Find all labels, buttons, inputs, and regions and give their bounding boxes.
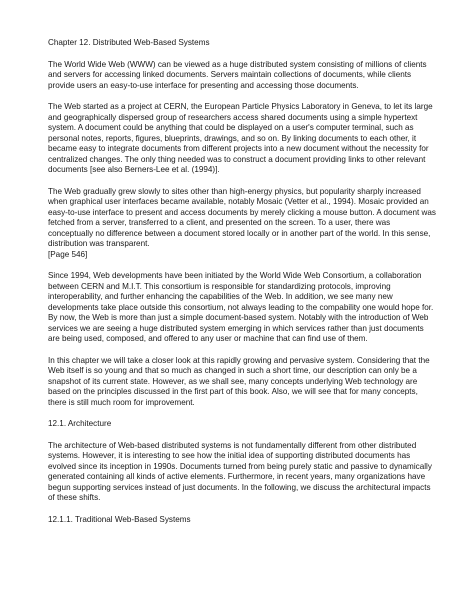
paragraph-architecture: The architecture of Web-based distributed systems is not fundamentally different from other distributed systems. However, it is interesting to see how the initial idea of supporting distributed documents has evolved since its inception in 1990s. Documents turned from being purely static and passive to dynamically generated containing all kinds of active elements. Furthermore, in recent years, many organizations have begun supporting services instead of just documents. In the following, we discuss the architectural impacts of these shifts. bbox=[48, 440, 432, 502]
chapter-title: Chapter 12. Distributed Web-Based Systems bbox=[48, 38, 210, 47]
paragraph-mosaic bbox=[48, 187, 436, 261]
paragraph-cern: The Web started as a project at CERN, the European Particle Physics Laboratory in Geneva, to let its large and geographically dispersed group of researchers access shared documents using a simple hypertext system. A document could be anything that could be displayed on a user's computer terminal, such as personal notes, reports, figures, blueprints, drawings, and so on. By linking documents to each other, it became easy to integrate documents from different projects into a new document without the necessity for centralized changes. The only thing needed was to construct a document providing links to other relevant documents [see also Berners-Lee et al. (1994)]. bbox=[48, 102, 433, 174]
subsection-title: 12.1.1. Traditional Web-Based Systems bbox=[48, 514, 191, 524]
paragraph-chapter-overview: In this chapter we will take a closer look at this rapidly growing and pervasive system. Considering that the Web itself is so young and that so much as changed in such a short time, our description can only be a snapshot of its current state. However, as we shall see, many concepts underlying Web technology are based on the principles discussed in the first part of this book. Also, we will see that for many concepts, there is still much room for improvement. bbox=[48, 355, 430, 407]
paragraph-consortium: Since 1994, Web developments have been initiated by the World Wide Web Consortium, a collaboration between CERN and M.I.T. This consortium is responsible for standardizing protocols, improving interoperability, and further enhancing the capabilities of the Web. In addition, we see many new developments take place outside this consortium, not always leading to the compability one would hope for. By now, the Web is more than just a simple document-based system. Notably with the introduction of Web services we are seeing a huge distributed system emerging in which services rather than just documents are being used, composed, and offered to any user or machine that can find use of them. bbox=[48, 271, 434, 343]
section-title: 12.1. Architecture bbox=[48, 419, 112, 428]
paragraph-intro: The World Wide Web (WWW) can be viewed as a huge distributed system consisting of millions of clients and servers for accessing linked documents. Servers maintain collections of documents, while clients provide users an easy-to-use interface for presenting and accessing those documents. bbox=[48, 59, 427, 90]
page-reference: [Page 546] bbox=[48, 249, 88, 259]
paragraph-mosaic-text: The Web gradually grew slowly to sites other than high-energy physics, but popularity sharply increased when graphical user interfaces became available, notably Mosaic (Vetter et al., 1994). Mosaic provided an easy-to-use interface to present and access documents by merely clicking a mouse button. A document was fetched from a server, transferred to a client, and presented on the screen. To a user, there was conceptually no difference between a document stored locally or in another part of the world. In this sense, distribution was transparent. bbox=[48, 186, 436, 248]
